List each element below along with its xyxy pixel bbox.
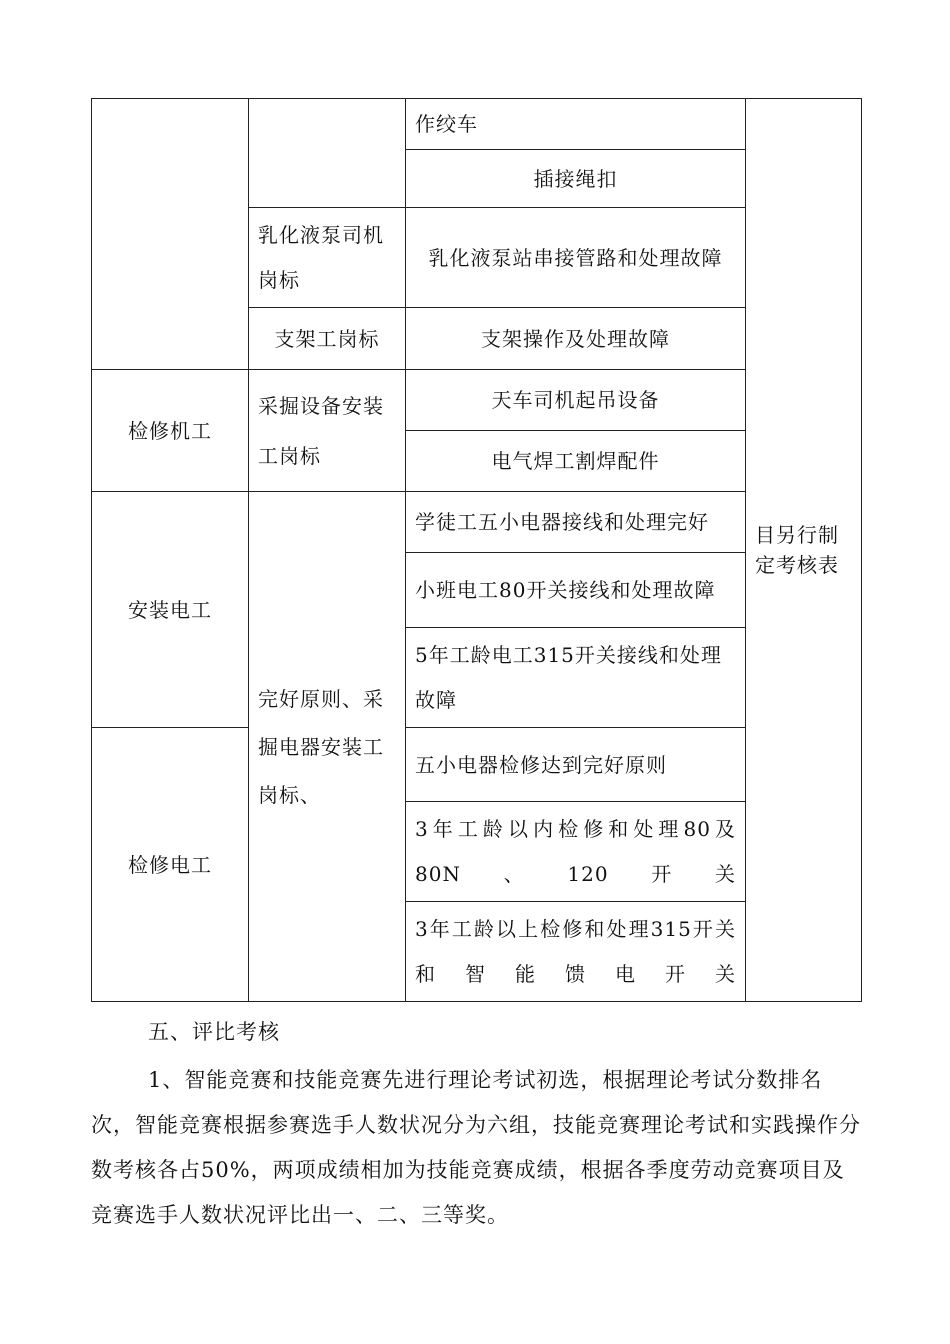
table-cell: 支架工岗标: [249, 308, 406, 370]
section-heading: 五、评比考核: [148, 1020, 280, 1044]
table-cell: 5年工龄电工315开关接线和处理故障: [406, 628, 746, 728]
table-cell: [92, 99, 249, 370]
table-cell: 3年工龄以上检修和处理315开关和智能馈电开关: [406, 902, 746, 1002]
table-cell: 完好原则、采掘电器安装工岗标、: [249, 492, 406, 1002]
table-cell: 检修机工: [92, 370, 249, 492]
table-cell: 五小电器检修达到完好原则: [406, 728, 746, 802]
table-cell: 电气焊工割焊配件: [406, 431, 746, 492]
assessment-table: [91, 98, 862, 1002]
table-cell: 作绞车: [406, 99, 746, 150]
table-cell: 目另行制定考核表: [746, 99, 862, 1002]
table-cell: 安装电工: [92, 492, 249, 728]
table-cell: 乳化液泵站串接管路和处理故障: [406, 208, 746, 308]
table-row: [92, 99, 862, 150]
table-cell: 学徒工五小电器接线和处理完好: [406, 492, 746, 553]
table-cell: [249, 99, 406, 208]
table-cell: 支架操作及处理故障: [406, 308, 746, 370]
table-cell: 插接绳扣: [406, 150, 746, 208]
table-cell: 天车司机起吊设备: [406, 370, 746, 431]
table-cell: 采掘设备安装工岗标: [249, 370, 406, 492]
table-cell: 3年工龄以内检修和处理80及80N、120开关: [406, 802, 746, 902]
table-cell: 小班电工80开关接线和处理故障: [406, 553, 746, 628]
table-cell: 乳化液泵司机岗标: [249, 208, 406, 308]
section-paragraph: 1、智能竞赛和技能竞赛先进行理论考试初选，根据理论考试分数排名次，智能竞赛根据参赛选手人数状况分为六组，技能竞赛理论考试和实践操作分数考核各占50%，两项成绩相加为技能竞赛成绩，根据各季度劳动竞赛项目及竞赛选手人数状况评比出一、二、三等奖。: [91, 1068, 861, 1227]
table-cell: 检修电工: [92, 728, 249, 1002]
